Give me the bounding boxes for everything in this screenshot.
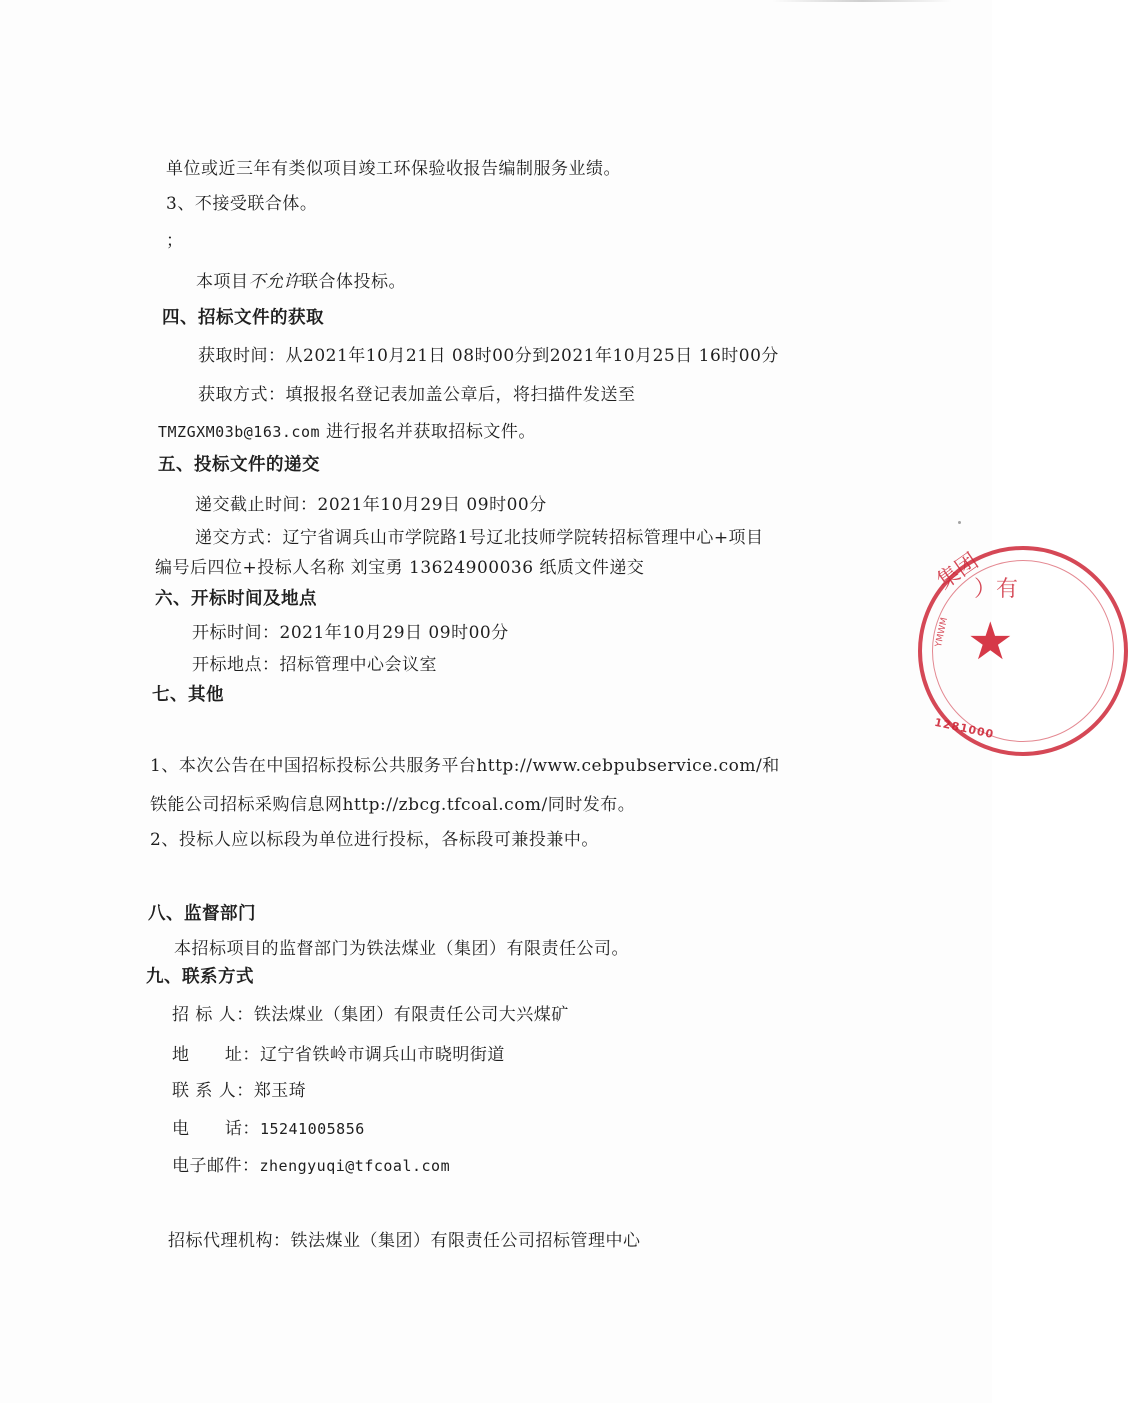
scan-artifact — [772, 0, 952, 2]
section-7-heading: 七、其他 — [152, 685, 224, 705]
opening-place: 开标地点：招标管理中心会议室 — [192, 655, 437, 675]
seal-side-text: YMWM — [934, 616, 951, 649]
contact-email-value: zhengyuqi@tfcoal.com — [259, 1157, 451, 1175]
consortium-note-suffix: 联合体投标。 — [301, 272, 406, 292]
contact-tenderer-value: 铁法煤业（集团）有限责任公司大兴煤矿 — [253, 1005, 569, 1025]
submit-method-cont: 编号后四位+投标人名称 刘宝勇 13624900036 纸质文件递交 — [155, 558, 645, 578]
supervision-text: 本招标项目的监督部门为铁法煤业（集团）有限责任公司。 — [174, 939, 629, 959]
opening-time: 开标时间：2021年10月29日 09时00分 — [192, 623, 509, 643]
item-no-consortium: 3、不接受联合体。 — [166, 194, 318, 214]
obtain-time: 获取时间：从2021年10月21日 08时00分到2021年10月25日 16时00分 — [198, 346, 779, 366]
obtain-method: 获取方式：填报报名登记表加盖公章后，将扫描件发送至 — [198, 385, 636, 405]
contact-tenderer-label: 招 标 人： — [172, 1005, 254, 1025]
submit-deadline: 递交截止时间：2021年10月29日 09时00分 — [195, 495, 547, 515]
contact-person — [172, 1080, 306, 1102]
other-item-1-cont: 铁能公司招标采购信息网http://zbcg.tfcoal.com/同时发布。 — [150, 795, 636, 815]
section-5-heading: 五、投标文件的递交 — [158, 455, 320, 475]
consortium-note — [196, 271, 406, 293]
contact-email-label: 电子邮件： — [172, 1156, 260, 1176]
scan-speck — [958, 521, 961, 524]
obtain-email: TMZGXM03b@163.com — [158, 423, 321, 441]
section-6-heading: 六、开标时间及地点 — [155, 589, 317, 609]
seal-number: 1281000 — [933, 715, 996, 742]
contact-person-value: 郑玉琦 — [253, 1081, 307, 1101]
other-item-2: 2、投标人应以标段为单位进行投标，各标段可兼投兼中。 — [150, 830, 599, 850]
obtain-email-suffix: 进行报名并获取招标文件。 — [325, 422, 536, 442]
consortium-note-prefix: 本项目 — [196, 272, 249, 292]
tender-agency: 招标代理机构：铁法煤业（集团）有限责任公司招标管理中心 — [168, 1231, 641, 1251]
seal-star-icon: ★ — [967, 612, 1014, 672]
contact-address-value: 辽宁省铁岭市调兵山市晓明街道 — [259, 1045, 505, 1065]
section-9-heading: 九、联系方式 — [146, 967, 254, 987]
obtain-email-line — [158, 421, 536, 443]
semicolon-line: ； — [166, 231, 184, 251]
contact-phone-value: 15241005856 — [259, 1120, 365, 1138]
submit-method: 递交方式：辽宁省调兵山市学院路1号辽北技师学院转招标管理中心+项目 — [195, 528, 764, 548]
seal-text-left: 集团 — [932, 548, 984, 595]
contact-person-label: 联 系 人： — [172, 1081, 254, 1101]
company-seal — [918, 546, 1128, 756]
consortium-note-italic: 不允许 — [248, 272, 301, 292]
paragraph-qualification-end: 单位或近三年有类似项目竣工环保验收报告编制服务业绩。 — [166, 159, 621, 179]
contact-phone-label: 电 话： — [172, 1119, 260, 1139]
contact-email — [172, 1155, 450, 1177]
other-item-1: 1、本次公告在中国招标投标公共服务平台http://www.cebpubservice.com/和 — [150, 756, 780, 776]
section-4-heading: 四、招标文件的获取 — [162, 308, 324, 328]
section-8-heading: 八、监督部门 — [148, 904, 256, 924]
contact-phone — [172, 1118, 365, 1140]
seal-text-right: ）有 — [974, 577, 1019, 602]
contact-tenderer — [172, 1004, 569, 1026]
contact-address-label: 地 址： — [172, 1045, 260, 1065]
contact-address — [172, 1044, 505, 1066]
